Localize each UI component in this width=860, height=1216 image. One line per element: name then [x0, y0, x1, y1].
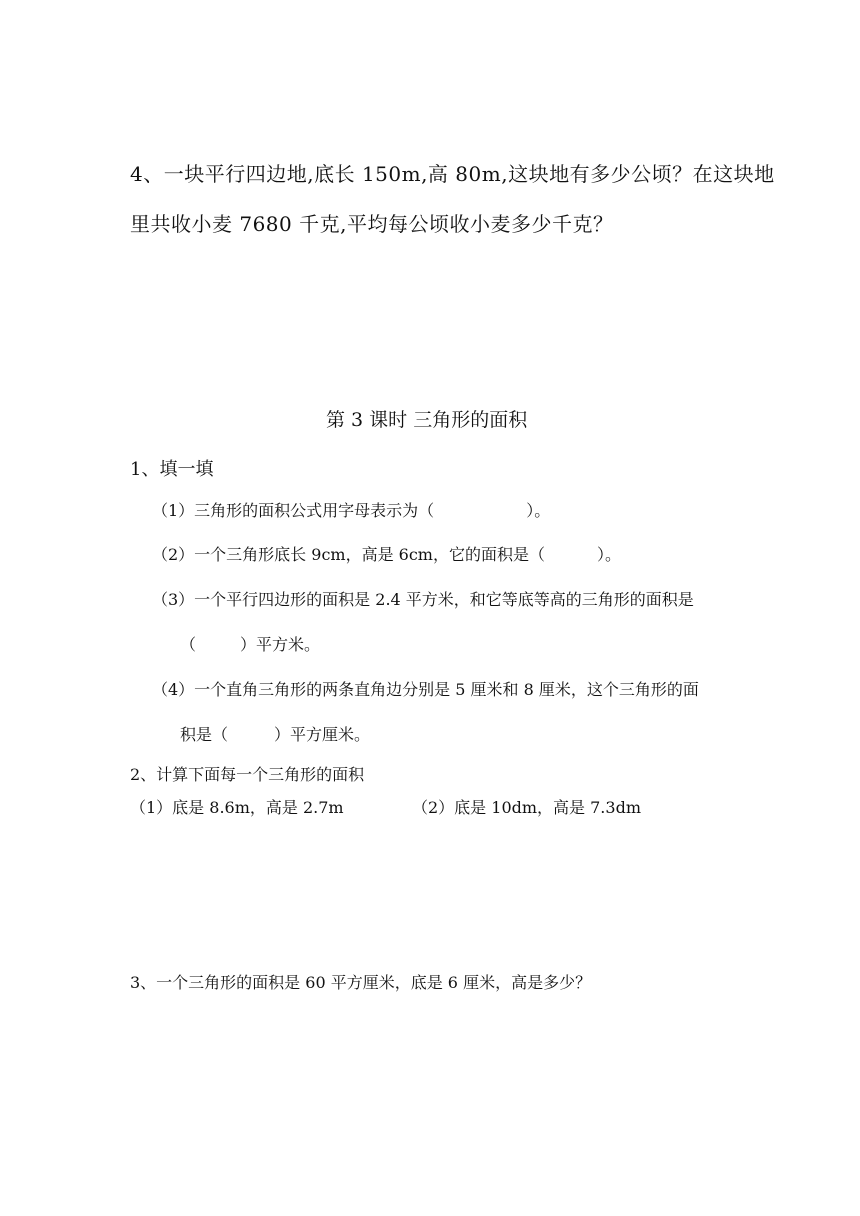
problem-4-line-1: 4、一块平行四边地,底长 150m,高 80m,这块地有多少公顷？在这块地 [130, 162, 775, 186]
section-1-heading: 1、填一填 [130, 459, 214, 480]
fill-blank-3-open: （ [180, 635, 197, 654]
fill-blank-4-line-1: （4）一个直角三角形的两条直角边分别是 5 厘米和 8 厘米，这个三角形的面 [152, 680, 699, 699]
fill-blank-1 [152, 498, 550, 521]
fill-blank-3-tail: ）平方米。 [240, 635, 321, 654]
fill-blank-4-line-2 [180, 722, 370, 745]
fill-blank-2-text: （2）一个三角形底长 9cm，高是 6cm，它的面积是（ [152, 545, 545, 564]
fill-blank-1-text: （1）三角形的面积公式用字母表示为（ [152, 501, 435, 520]
fill-blank-3-line-1: （3）一个平行四边形的面积是 2.4 平方米，和它等底等高的三角形的面积是 [152, 590, 694, 609]
fill-blank-4-tail: ）平方厘米。 [274, 725, 371, 744]
problem-4-line-2: 里共收小麦 7680 千克,平均每公顷收小麦多少千克？ [130, 212, 614, 236]
fill-blank-3-line-2 [180, 632, 320, 655]
fill-blank-2 [152, 542, 621, 565]
lesson-title: 第 3 课时 三角形的面积 [326, 409, 528, 431]
fill-blank-4-text: 积是（ [180, 725, 229, 744]
section-2-heading: 2、计算下面每一个三角形的面积 [130, 765, 365, 784]
fill-blank-1-tail: ）。 [526, 501, 551, 520]
calc-part-1: （1）底是 8.6m，高是 2.7m [130, 798, 344, 817]
fill-blank-2-tail: ）。 [596, 545, 621, 564]
section-3-question: 3、一个三角形的面积是 60 平方厘米，底是 6 厘米，高是多少？ [130, 973, 592, 992]
calc-part-2: （2）底是 10dm，高是 7.3dm [412, 798, 641, 817]
